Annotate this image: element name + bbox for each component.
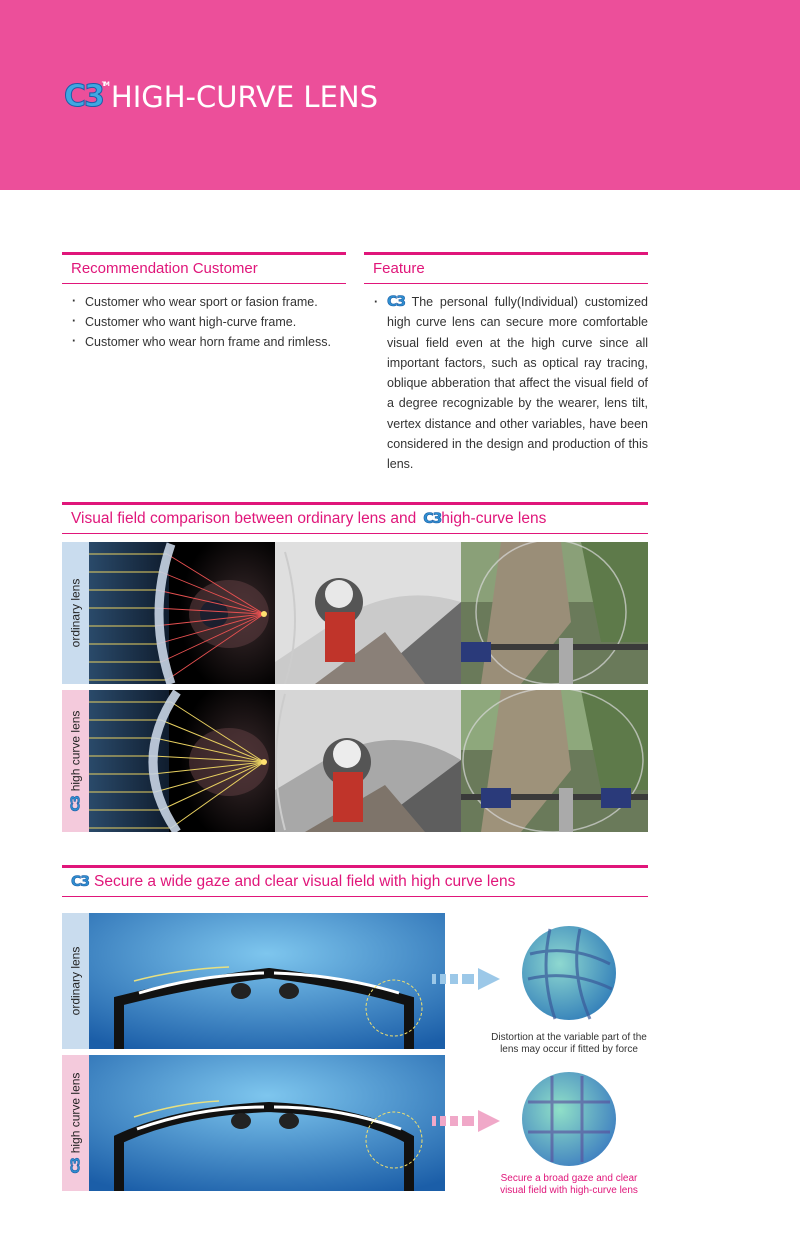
clear-view-circle	[520, 1070, 618, 1168]
feature-heading-text: Feature	[373, 260, 425, 277]
comparison-heading	[62, 502, 648, 534]
distorted-view-circle	[520, 924, 618, 1022]
feature-heading	[364, 252, 648, 284]
gaze-heading	[62, 865, 648, 897]
bullet: ·	[374, 295, 379, 309]
c3-logo: C3	[71, 874, 90, 890]
list-item: · Customer who wear sport or fasion frame.	[70, 292, 346, 312]
high-curve-ray-diagram	[89, 690, 275, 832]
c3-logo: C3	[387, 294, 406, 310]
ordinary-ray-diagram	[89, 542, 275, 684]
recommendation-heading-text: Recommendation Customer	[71, 260, 258, 277]
comparison-heading-text: Visual field comparison between ordinary lens and	[71, 510, 417, 527]
recommendation-list	[70, 292, 346, 352]
gaze-label-high-curve	[62, 1055, 89, 1191]
row-label-high-curve	[62, 690, 89, 832]
feature-text	[372, 292, 648, 475]
gaze-heading-text: Secure a wide gaze and clear visual field with high curve lens	[94, 873, 516, 890]
row-label-text: ordinary lens	[68, 946, 83, 1016]
gaze-label-ordinary	[62, 913, 89, 1049]
c3-logo: C3	[423, 511, 442, 527]
row-label-text: high curve lens	[68, 710, 83, 792]
ordinary-bike-photo	[461, 542, 648, 684]
c3-logo: C3	[68, 1158, 83, 1174]
recommendation-heading	[62, 252, 346, 284]
ordinary-glasses-illustration	[89, 913, 445, 1049]
high-curve-climber-photo	[275, 690, 461, 832]
clear-view-caption: Secure a broad gaze and clear visual field with high-curve lens	[500, 1173, 638, 1196]
arrow-icon	[428, 968, 508, 990]
page-title	[64, 79, 378, 114]
list-item: · Customer who wear horn frame and rimless.	[70, 332, 346, 352]
high-curve-bike-photo	[461, 690, 648, 832]
row-label-text: ordinary lens	[68, 578, 83, 648]
c3-logo: C3 TM	[64, 79, 108, 114]
arrow-icon	[428, 1110, 508, 1132]
header-banner	[0, 0, 800, 190]
row-label-ordinary	[62, 542, 89, 684]
comparison-heading-text-2: high-curve lens	[441, 510, 547, 527]
c3-logo: C3	[68, 796, 83, 812]
list-item: · Customer who want high-curve frame.	[70, 312, 346, 332]
distortion-caption: Distortion at the variable part of the lens may occur if fitted by force	[491, 1032, 647, 1055]
high-curve-glasses-illustration	[89, 1055, 445, 1191]
feature-body: The personal fully(Individual) customized high curve lens can secure more comfortable visual field even at the high curve since all important factors, such as optical ray tracing, oblique abberation that affect the visual field of a degree recognizable by the wearer, lens tilt, vertex distance and other variables, have been considered in the design and production of this lens.	[387, 295, 648, 472]
row-label-text: high curve lens	[68, 1072, 83, 1154]
ordinary-climber-photo	[275, 542, 461, 684]
title-text: HIGH-CURVE LENS	[110, 79, 378, 114]
